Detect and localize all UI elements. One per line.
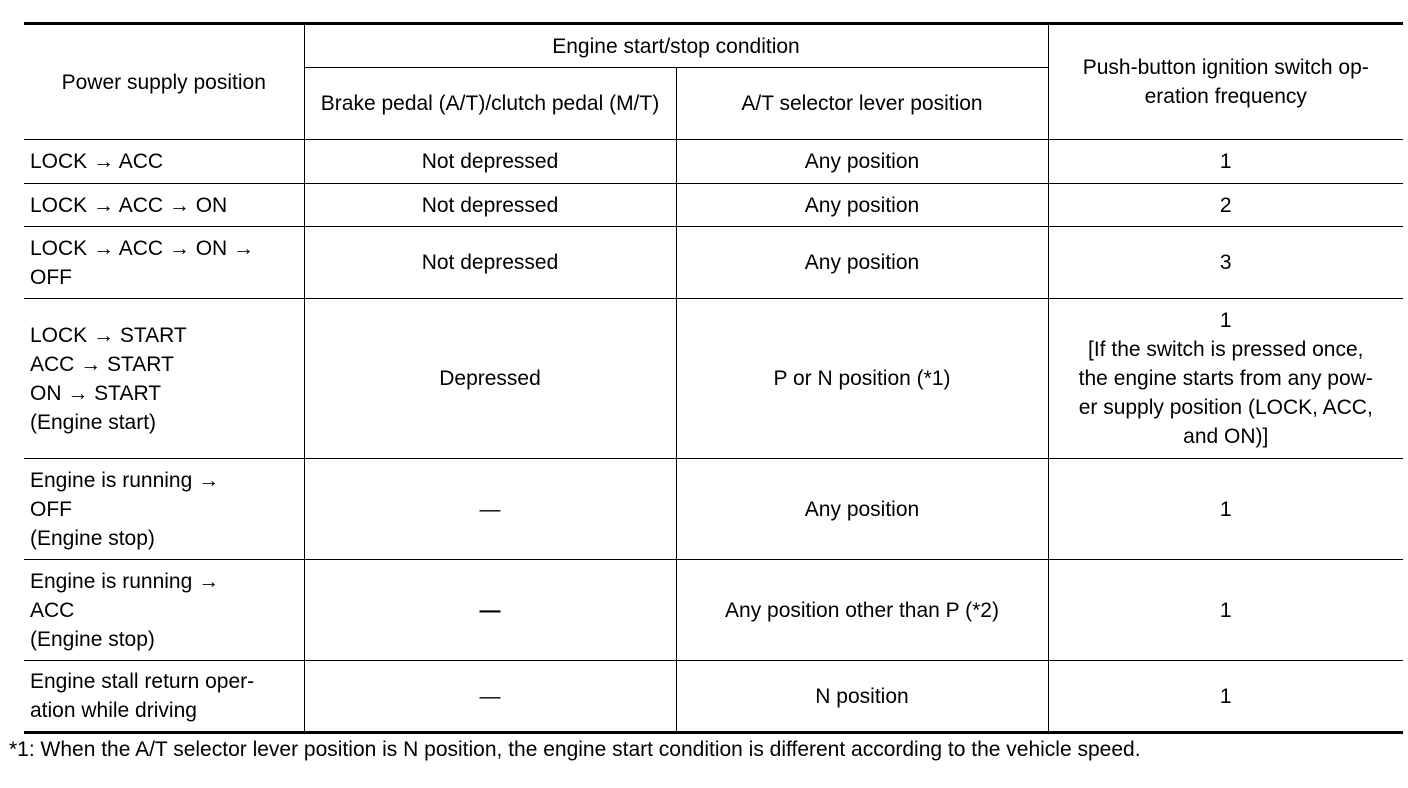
- cell-pedal: —: [304, 459, 676, 560]
- cell-frequency: 1: [1048, 459, 1403, 560]
- header-engine-start-stop-condition: Engine start/stop condition: [304, 24, 1048, 68]
- cell-selector: Any position: [676, 140, 1048, 184]
- table-row: [24, 184, 1403, 227]
- cell-power-supply: Engine stall return oper- ation while driving: [24, 661, 304, 733]
- cell-frequency: 1: [1048, 661, 1403, 733]
- cell-pedal: Not depressed: [304, 140, 676, 184]
- cell-power-supply: LOCK → ACC: [24, 140, 304, 184]
- header-brake-pedal: Brake pedal (A/T)/clutch pedal (M/T): [304, 68, 676, 140]
- cell-pedal: —: [304, 661, 676, 733]
- cell-selector: Any position: [676, 459, 1048, 560]
- cell-power-supply: Engine is running → OFF (Engine stop): [24, 459, 304, 560]
- cell-power-supply: LOCK → ACC → ON → OFF: [24, 227, 304, 299]
- cell-frequency: 2: [1048, 184, 1403, 227]
- footnote: *1: When the A/T selector lever position is N position, the engine start condition is different according to the vehicle speed.: [9, 738, 1141, 761]
- table-row: [24, 140, 1403, 184]
- header-power-supply-position: Power supply position: [24, 24, 304, 140]
- cell-frequency: 3: [1048, 227, 1403, 299]
- cell-pedal: Not depressed: [304, 227, 676, 299]
- cell-selector: N position: [676, 661, 1048, 733]
- cell-selector: Any position other than P (*2): [676, 560, 1048, 661]
- header-push-button-frequency: Push-button ignition switch op- eration frequency: [1048, 24, 1403, 140]
- cell-frequency: 1: [1048, 560, 1403, 661]
- table-row: [24, 459, 1403, 560]
- engine-start-stop-table: [24, 22, 1403, 734]
- table-row: [24, 560, 1403, 661]
- cell-power-supply: LOCK → ACC → ON: [24, 184, 304, 227]
- header-selector-lever: A/T selector lever position: [676, 68, 1048, 140]
- header-row-1: [24, 24, 1403, 68]
- table-row: [24, 227, 1403, 299]
- table-row: [24, 661, 1403, 733]
- cell-frequency: 1: [1048, 140, 1403, 184]
- cell-frequency: 1 [If the switch is pressed once, the engine starts from any pow- er supply position (LOCK, ACC, and ON)]: [1048, 299, 1403, 459]
- table-row: [24, 299, 1403, 459]
- cell-selector: Any position: [676, 227, 1048, 299]
- cell-pedal: Not depressed: [304, 184, 676, 227]
- cell-pedal: —: [304, 560, 676, 661]
- cell-power-supply: Engine is running → ACC (Engine stop): [24, 560, 304, 661]
- cell-power-supply: LOCK → START ACC → START ON → START (Engine start): [24, 299, 304, 459]
- cell-selector: P or N position (*1): [676, 299, 1048, 459]
- cell-pedal: Depressed: [304, 299, 676, 459]
- cell-selector: Any position: [676, 184, 1048, 227]
